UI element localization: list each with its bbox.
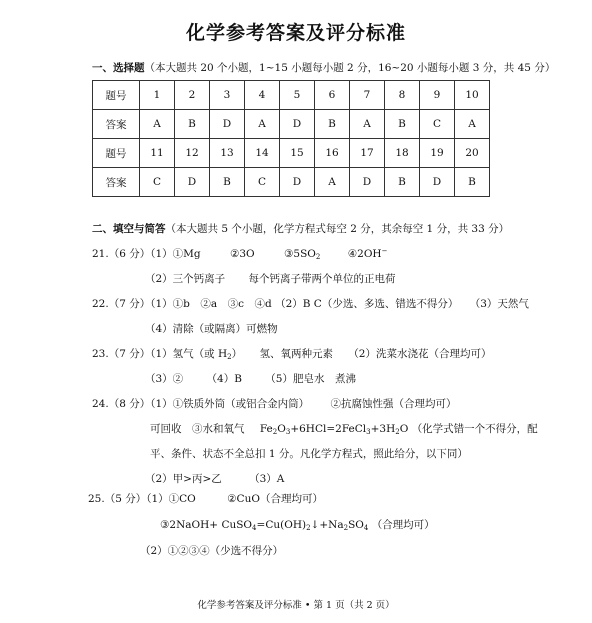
- answer-cell: D: [350, 168, 385, 197]
- q23-text: 23.（7 分）（1）氢气（或 H: [92, 348, 228, 360]
- q21-part: 21.（6 分）（1）①Mg: [92, 248, 201, 260]
- table-row: [93, 168, 490, 197]
- answer-cell: A: [350, 110, 385, 139]
- answer-cell: B: [385, 168, 420, 197]
- question-number-cell: 17: [350, 139, 385, 168]
- q25-part: ②CuO（合理均可）: [227, 493, 323, 505]
- subscript: 2: [343, 524, 349, 532]
- answer-cell: B: [315, 110, 350, 139]
- q21-part: ②3O: [229, 248, 255, 260]
- q24-line1: [92, 396, 457, 411]
- q24-equation: [260, 423, 409, 436]
- question-number-cell: 18: [385, 139, 420, 168]
- question-number-cell: 2: [175, 81, 210, 110]
- answer-cell: C: [420, 110, 455, 139]
- question-number-cell: 13: [210, 139, 245, 168]
- question-number-cell: 8: [385, 81, 420, 110]
- eq-text: O: [399, 423, 409, 435]
- q23-part: （5）肥皂水 煮沸: [265, 373, 356, 385]
- subscript: 2: [272, 428, 278, 436]
- q25-line1: [88, 491, 323, 506]
- q24-part: ②抗腐蚀性强（合理均可）: [330, 398, 457, 410]
- q23-part: （2）洗菜水浇花（合理均可）: [348, 348, 492, 360]
- q21-text: ④2OH: [347, 248, 382, 260]
- section1-heading-line: [92, 60, 555, 75]
- answer-cell: A: [140, 110, 175, 139]
- superscript: −: [381, 247, 388, 255]
- q23-line2: [145, 371, 356, 386]
- q24-line4: [145, 471, 284, 486]
- answer-cell: A: [245, 110, 280, 139]
- q21-text: ③5SO: [284, 248, 316, 260]
- q24-part: 平、条件、状态不全总扣 1 分。凡化学方程式，照此给分，以下同）: [150, 448, 468, 460]
- table-row: [93, 139, 490, 168]
- section2-heading: 二、填空与简答: [92, 223, 166, 235]
- question-number-cell: 3: [210, 81, 245, 110]
- q22-line1: [92, 296, 529, 311]
- q24-part: （3）A: [249, 473, 285, 485]
- answer-cell: B: [455, 168, 490, 197]
- q22-part: （4）清除（或隔离）可燃物: [145, 323, 278, 335]
- q23-part: [92, 346, 242, 361]
- section1-heading: 一、选择题: [92, 62, 145, 74]
- question-number-cell: 12: [175, 139, 210, 168]
- eq-text: =Cu(OH): [256, 519, 307, 531]
- answer-cell: C: [140, 168, 175, 197]
- q23-text: ）: [231, 348, 243, 360]
- page-title: 化学参考答案及评分标准: [185, 22, 406, 44]
- answer-cell: B: [385, 110, 420, 139]
- question-number-cell: 4: [245, 81, 280, 110]
- question-number-cell: 6: [315, 81, 350, 110]
- section2-heading-line: [92, 221, 509, 236]
- answer-cell: B: [175, 110, 210, 139]
- q21-part: [348, 247, 388, 260]
- q23-part: 氢、氧两种元素: [259, 348, 333, 360]
- question-number-cell: 7: [350, 81, 385, 110]
- eq-text: +3H: [370, 423, 396, 435]
- row-label: 答案: [93, 168, 140, 197]
- subscript: 2: [315, 253, 321, 261]
- answer-cell: A: [455, 110, 490, 139]
- answer-cell: D: [420, 168, 455, 197]
- q22-part: 22.（7 分）（1）①b ②a ③c ④d: [92, 298, 272, 310]
- question-number-cell: 11: [140, 139, 175, 168]
- q23-part: （4）B: [206, 373, 242, 385]
- answer-cell: D: [175, 168, 210, 197]
- answer-table: [92, 80, 490, 197]
- q24-line3: [150, 446, 468, 461]
- q21-part: 每个钙离子带两个单位的正电荷: [248, 273, 396, 285]
- q24-part: 24.（8 分）（1）①铁质外筒（或铝合金内筒）: [92, 398, 310, 410]
- section1-note: （本大题共 20 个小题，1~15 小题每小题 2 分，16~20 小题每小题 3 分，共 45 分）: [144, 62, 556, 74]
- q24-line2: [150, 421, 538, 436]
- row-label: 题号: [93, 81, 140, 110]
- subscript: 3: [366, 428, 371, 436]
- eq-text: O: [277, 423, 286, 435]
- section2-note: （本大题共 5 个小题，化学方程式每空 2 分，其余每空 1 分，共 33 分）: [165, 223, 510, 235]
- eq-text: Fe: [259, 423, 273, 435]
- answer-cell: D: [210, 110, 245, 139]
- q25-line3: [140, 543, 283, 558]
- question-number-cell: 14: [245, 139, 280, 168]
- question-number-cell: 19: [420, 139, 455, 168]
- eq-text: ③2NaOH+ CuSO: [160, 519, 253, 531]
- question-number-cell: 20: [455, 139, 490, 168]
- answer-cell: B: [210, 168, 245, 197]
- question-number-cell: 10: [455, 81, 490, 110]
- q24-part: 可回收 ③水和氧气: [150, 423, 245, 435]
- subscript: 4: [363, 524, 369, 532]
- question-number-cell: 5: [280, 81, 315, 110]
- q21-part: （2）三个钙离子: [145, 273, 226, 285]
- table-row: [93, 81, 490, 110]
- q21-part: [284, 248, 320, 261]
- q21-line2: [145, 271, 396, 286]
- answer-cell: C: [245, 168, 280, 197]
- q25-line2: [160, 517, 435, 532]
- q22-line2: [145, 321, 278, 336]
- q25-part: （合理均可）: [371, 519, 435, 531]
- question-number-cell: 1: [140, 81, 175, 110]
- q24-part: （化学式错一个不得分，配: [411, 423, 538, 435]
- q24-part: （2）甲>丙>乙: [145, 473, 222, 485]
- row-label: 题号: [93, 139, 140, 168]
- question-number-cell: 9: [420, 81, 455, 110]
- q25-part: 25.（5 分）（1）①CO: [88, 493, 196, 505]
- question-number-cell: 16: [315, 139, 350, 168]
- subscript: 2: [395, 428, 400, 436]
- q25-part: （2）①②③④（少选不得分）: [140, 545, 284, 557]
- answer-cell: A: [315, 168, 350, 197]
- row-label: 答案: [93, 110, 140, 139]
- subscript: 3: [285, 428, 291, 436]
- q22-part: （3）天然气: [469, 298, 529, 310]
- question-number-cell: 15: [280, 139, 315, 168]
- table-row: [93, 110, 490, 139]
- answer-cell: D: [280, 168, 315, 197]
- q25-equation: [160, 519, 368, 532]
- subscript: 4: [252, 524, 257, 532]
- q23-line1: [92, 346, 492, 361]
- q22-part: （2）B C（少选、多选、错选不得分）: [275, 298, 459, 310]
- subscript: 2: [227, 353, 232, 361]
- eq-text: SO: [348, 519, 364, 531]
- eq-text: ↓+Na: [310, 519, 344, 531]
- page-footer: 化学参考答案及评分标准 • 第 1 页（共 2 页）: [197, 600, 395, 611]
- answer-cell: D: [280, 110, 315, 139]
- q21-line1: [92, 246, 387, 261]
- eq-text: +6HCl=2FeCl: [290, 423, 367, 435]
- subscript: 2: [306, 524, 311, 532]
- q23-part: （3）②: [145, 373, 184, 385]
